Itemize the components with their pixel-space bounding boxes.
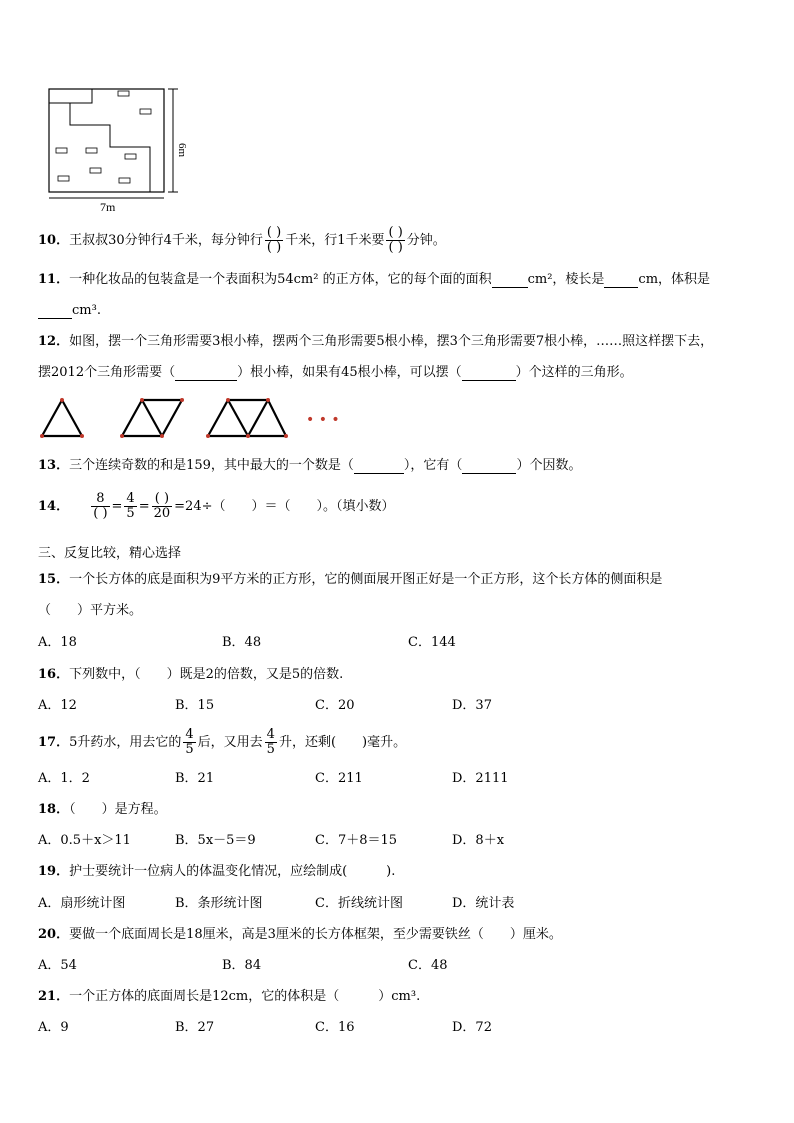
option-c[interactable]: C．20 bbox=[315, 698, 355, 713]
option-a[interactable]: A．0.5＋x＞11 bbox=[38, 833, 131, 848]
option-d[interactable]: D．8＋x bbox=[452, 833, 505, 848]
question-11-line2: cm³. bbox=[38, 303, 101, 319]
option-d[interactable]: D．统计表 bbox=[452, 896, 515, 911]
option-b[interactable]: B．84 bbox=[222, 958, 262, 973]
option-a[interactable]: A．9 bbox=[38, 1020, 69, 1035]
option-b[interactable]: B．21 bbox=[175, 771, 215, 786]
option-a[interactable]: A．扇形统计图 bbox=[38, 896, 126, 911]
option-b[interactable]: B．48 bbox=[222, 635, 262, 650]
answer-blank[interactable] bbox=[462, 473, 516, 474]
section-heading: 三、反复比较，精心选择 bbox=[38, 546, 182, 561]
option-c[interactable]: C．16 bbox=[315, 1020, 355, 1035]
answer-blank[interactable] bbox=[604, 287, 638, 288]
question-21: 21．一个正方体的底面周长是12cm，它的体积是（ ）cm³. bbox=[38, 989, 421, 1004]
question-12-line2: 摆2012个三角形需要（ ）根小棒，如果有45根小棒，可以摆（ ）个这样的三角形。 bbox=[38, 365, 633, 380]
continuation-dots: • • • bbox=[306, 412, 340, 428]
option-b[interactable]: B．27 bbox=[175, 1020, 215, 1035]
option-a[interactable]: A．54 bbox=[38, 958, 77, 973]
answer-blank[interactable] bbox=[462, 380, 516, 381]
option-c[interactable]: C．7＋8＝15 bbox=[315, 833, 398, 848]
option-b[interactable]: B．条形统计图 bbox=[175, 896, 263, 911]
option-b[interactable]: B．15 bbox=[175, 698, 215, 713]
question-13: 13．三个连续奇数的和是159，其中最大的一个数是（ ），它有（ ）个因数。 bbox=[38, 458, 582, 473]
triangle-sticks-figure bbox=[36, 394, 340, 442]
question-10: 10．王叔叔30分钟行4千米，每分钟行 $\frac{( )}{( )}$ 千米，行1千米要 $\frac{( )}{( )}$ 分钟。 bbox=[38, 225, 446, 255]
option-c[interactable]: C．144 bbox=[408, 635, 456, 650]
question-11: 11．一种化妆品的包装盒是一个表面积为54cm² 的正方体，它的每个面的面积 cm²，棱长是 cm，体积是 bbox=[38, 272, 711, 287]
option-d[interactable]: D．72 bbox=[452, 1020, 492, 1035]
question-19: 19．护士要统计一位病人的体温变化情况，应绘制成( ). bbox=[38, 864, 396, 879]
option-a[interactable]: A．12 bbox=[38, 698, 77, 713]
fraction-blank[interactable]: $\frac{( )}{( )}$ bbox=[266, 225, 282, 255]
fraction-blank[interactable]: $\frac{( )}{( )}$ bbox=[388, 225, 403, 255]
question-12: 12．如图，摆一个三角形需要3根小棒，摆两个三角形需要5根小棒，摆3个三角形需要7根小棒，……照这样摆下去， bbox=[38, 334, 714, 349]
answer-blank[interactable] bbox=[38, 318, 72, 319]
fraction-blank[interactable]: ( ) bbox=[152, 492, 173, 507]
question-14: 14． $\frac{8}{( )}$ = $\frac{4}{5}$ = $\frac{( )}{20}$ =24÷（ ）＝（ ）。（填小数） bbox=[38, 491, 395, 521]
question-20: 20．要做一个底面周长是18厘米，高是3厘米的长方体框架，至少需要铁丝（ ）厘米。 bbox=[38, 927, 562, 942]
option-d[interactable]: D．2111 bbox=[452, 771, 509, 786]
room-floor-plan-figure bbox=[40, 85, 190, 215]
option-a[interactable]: A．18 bbox=[38, 635, 77, 650]
option-c[interactable]: C．折线统计图 bbox=[315, 896, 403, 911]
question-16: 16．下列数中，（ ）既是2的倍数，又是5的倍数. bbox=[38, 667, 344, 682]
option-c[interactable]: C．48 bbox=[408, 958, 448, 973]
answer-blank[interactable] bbox=[354, 473, 404, 474]
option-d[interactable]: D．37 bbox=[452, 698, 492, 713]
question-18: 18．（ ）是方程。 bbox=[38, 802, 167, 817]
option-a[interactable]: A．1．2 bbox=[38, 771, 90, 786]
answer-blank[interactable] bbox=[492, 287, 528, 288]
answer-blank[interactable] bbox=[175, 380, 237, 381]
question-17: 17．5升药水，用去它的 $\frac{4}{5}$ 后，又用去 $\frac{4}{5}$ 升，还剩( )毫升。 bbox=[38, 727, 407, 757]
question-15: 15．一个长方体的底是面积为9平方米的正方形，它的侧面展开图正好是一个正方形，这个长方体的侧面积是 bbox=[38, 572, 663, 587]
height-label: 6m bbox=[176, 143, 188, 158]
question-15-line2: （ ）平方米。 bbox=[38, 603, 143, 618]
fraction-blank[interactable]: ( ) bbox=[93, 506, 108, 521]
width-label: 7m bbox=[100, 200, 116, 214]
option-c[interactable]: C．211 bbox=[315, 771, 363, 786]
option-b[interactable]: B．5x－5＝9 bbox=[175, 833, 256, 848]
